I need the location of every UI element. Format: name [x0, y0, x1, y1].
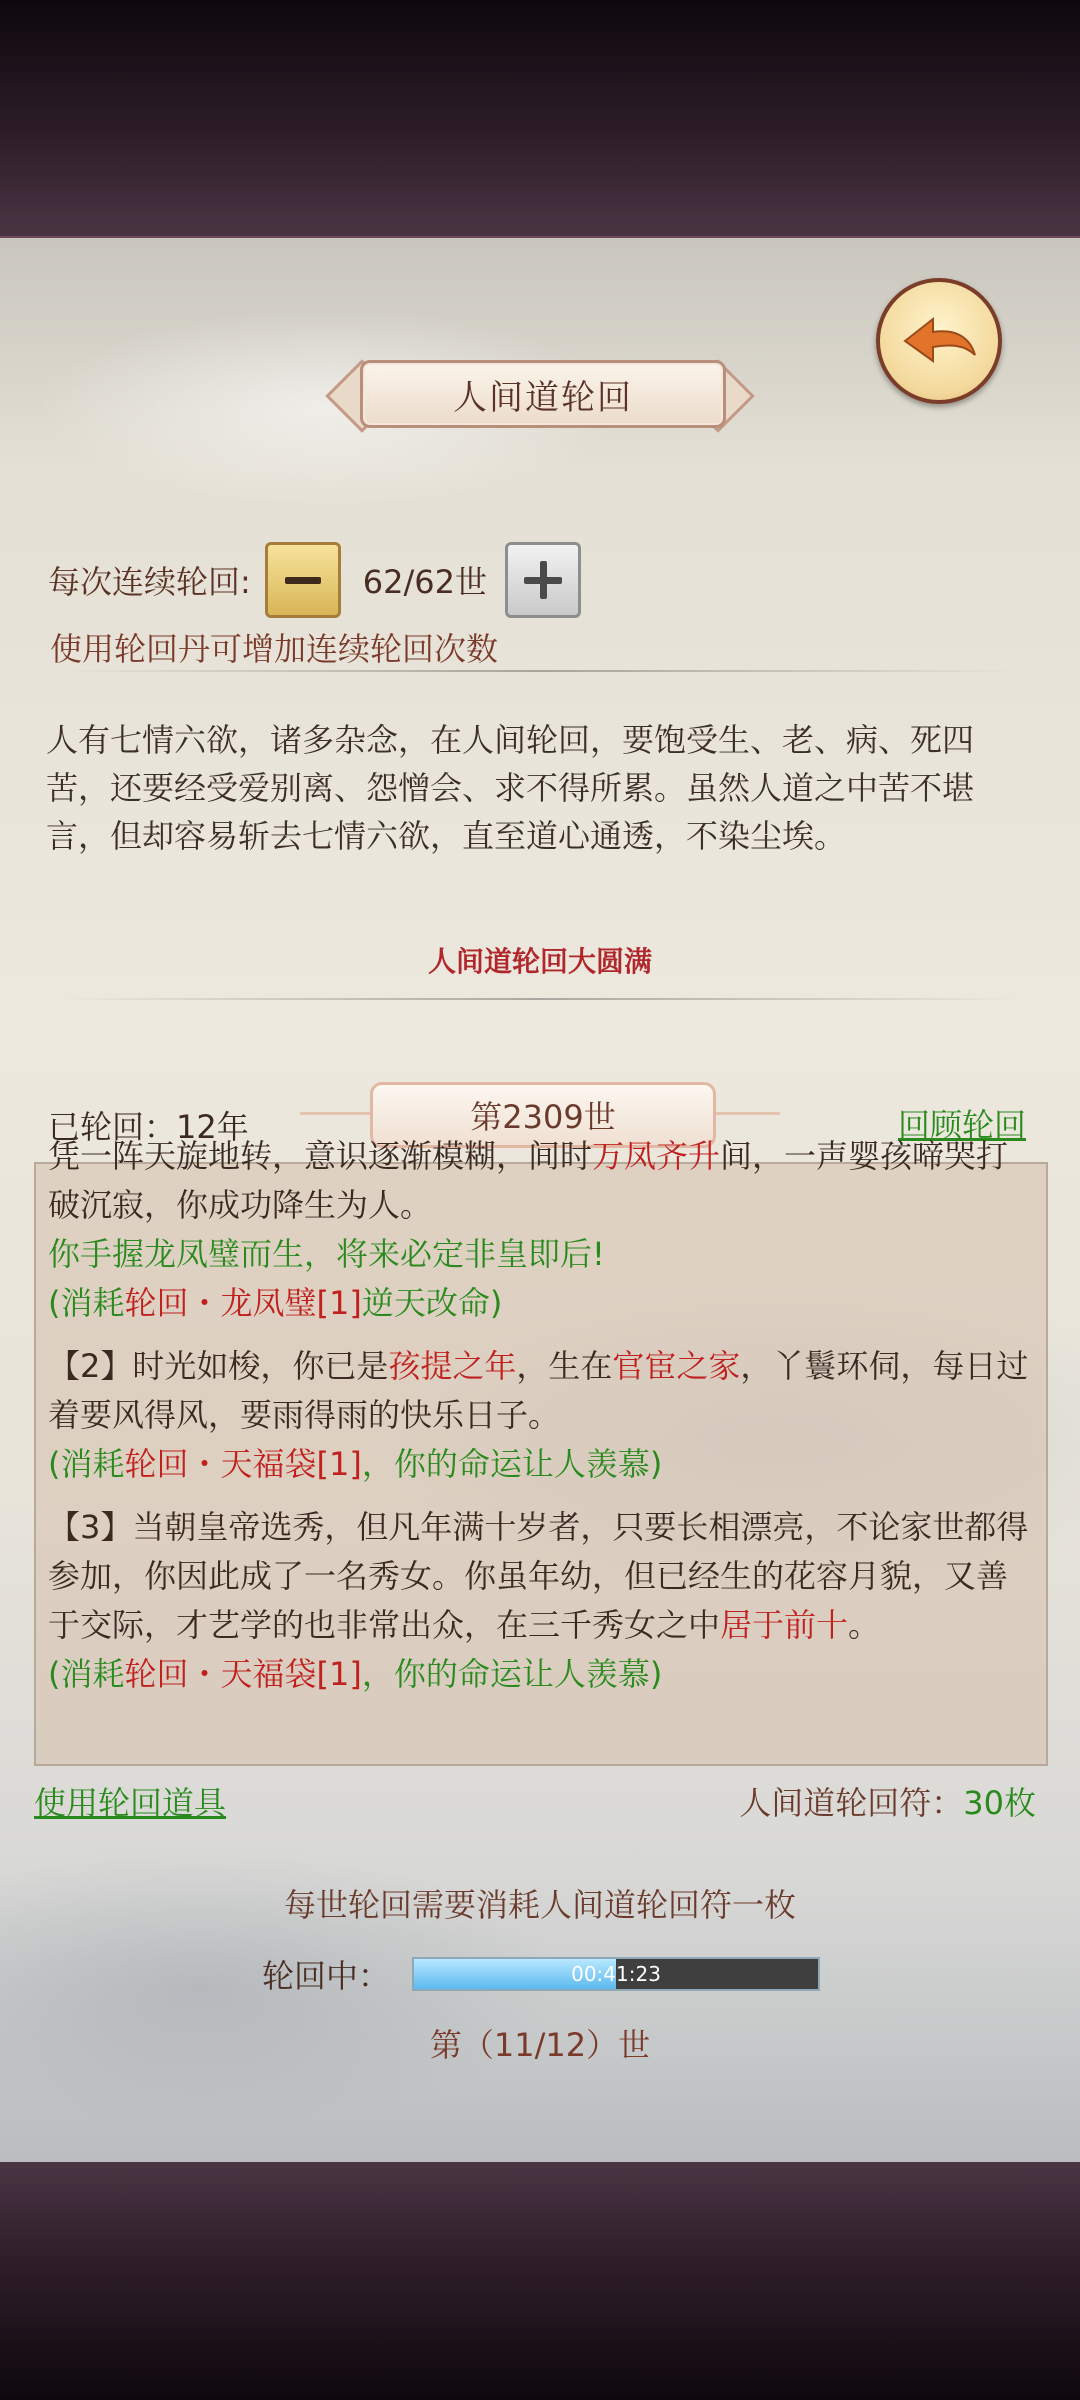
- log-entry: 你手握龙凤璧而生，将来必定非皇即后!: [48, 1235, 605, 1273]
- review-reincarnation-link[interactable]: 回顾轮回: [897, 1106, 1026, 1144]
- realm-description: 人有七情六欲，诸多杂念，在人间轮回，要饱受生、老、病、死四苦，还要经受爱别离、怨憎会、求不得所累。虽然人道之中苦不堪言，但却容易斩去七情六欲，直至道心通透，不染尘埃。: [46, 721, 975, 855]
- reborn-years: 已轮回：12年: [48, 1108, 249, 1146]
- reincarnation-log[interactable]: [34, 1137, 1048, 1766]
- generation-number: 第2309世: [370, 1082, 716, 1148]
- continuous-count-value: 62/62世: [362, 563, 488, 601]
- use-items-link[interactable]: 使用轮回道具: [34, 1784, 227, 1822]
- generation-progress: 第（11/12）世: [429, 2026, 651, 2064]
- progress-bar: [412, 1957, 820, 1991]
- decrease-button[interactable]: [265, 542, 341, 618]
- log-entry: (消耗轮回・天福袋[1]，你的命运让人羡慕): [48, 1445, 663, 1483]
- log-entry: 【2】时光如梭，你已是孩提之年，生在官宦之家，丫鬟环伺，每日过着要风得风，要雨得雨的快乐日子。: [48, 1347, 1029, 1434]
- token-count: [739, 1778, 1036, 1824]
- log-entry: (消耗轮回・天福袋[1]，你的命运让人羡慕): [48, 1655, 663, 1693]
- log-entry: 凭一阵天旋地转，意识逐渐模糊，间时万凤齐升间，一声婴孩啼哭打破沉寂，你成功降生为人。: [48, 1137, 1009, 1224]
- completion-status: 人间道轮回大圆满: [427, 945, 652, 978]
- continuous-count-label: 每次连续轮回:: [48, 563, 251, 601]
- progress-row: [262, 1954, 820, 1994]
- log-gap: [48, 1489, 1034, 1503]
- page-title: 人间道轮回: [360, 360, 726, 428]
- divider: [60, 670, 1020, 672]
- bottom-letterbox: [0, 2162, 1080, 2400]
- count-hint: 使用轮回丹可增加连续轮回次数: [50, 630, 499, 668]
- log-entry: 【3】当朝皇帝选秀，但凡年满十岁者，只要长相漂亮，不论家世都得参加，你因此成了一名秀女。你虽年幼，但已经生的花容月貌，又善于交际，才艺学的也非常出众，在三千秀女之中居于前十。: [48, 1508, 1029, 1644]
- back-button[interactable]: [876, 278, 1002, 404]
- increase-button[interactable]: [505, 542, 581, 618]
- back-arrow-icon: [899, 311, 979, 371]
- top-letterbox: [0, 0, 1080, 236]
- reincarnation-panel: [0, 236, 1080, 2166]
- log-content: [48, 1132, 1034, 1699]
- log-gap: [48, 1328, 1034, 1342]
- divider: [60, 998, 1020, 1000]
- title-banner: [330, 356, 750, 430]
- plus-icon-vertical: [540, 561, 547, 599]
- token-label: 人间道轮回符：: [739, 1784, 964, 1822]
- token-value: 30枚: [963, 1784, 1036, 1822]
- minus-icon: [285, 577, 321, 584]
- progress-time: 00:41:23: [571, 1962, 661, 1986]
- progress-label: 轮回中：: [262, 1957, 391, 1995]
- continuous-count-row: [48, 540, 581, 620]
- cost-note: 每世轮回需要消耗人间道轮回符一枚: [283, 1886, 796, 1924]
- log-entry: (消耗轮回・龙凤璧[1]逆天改命): [48, 1284, 503, 1322]
